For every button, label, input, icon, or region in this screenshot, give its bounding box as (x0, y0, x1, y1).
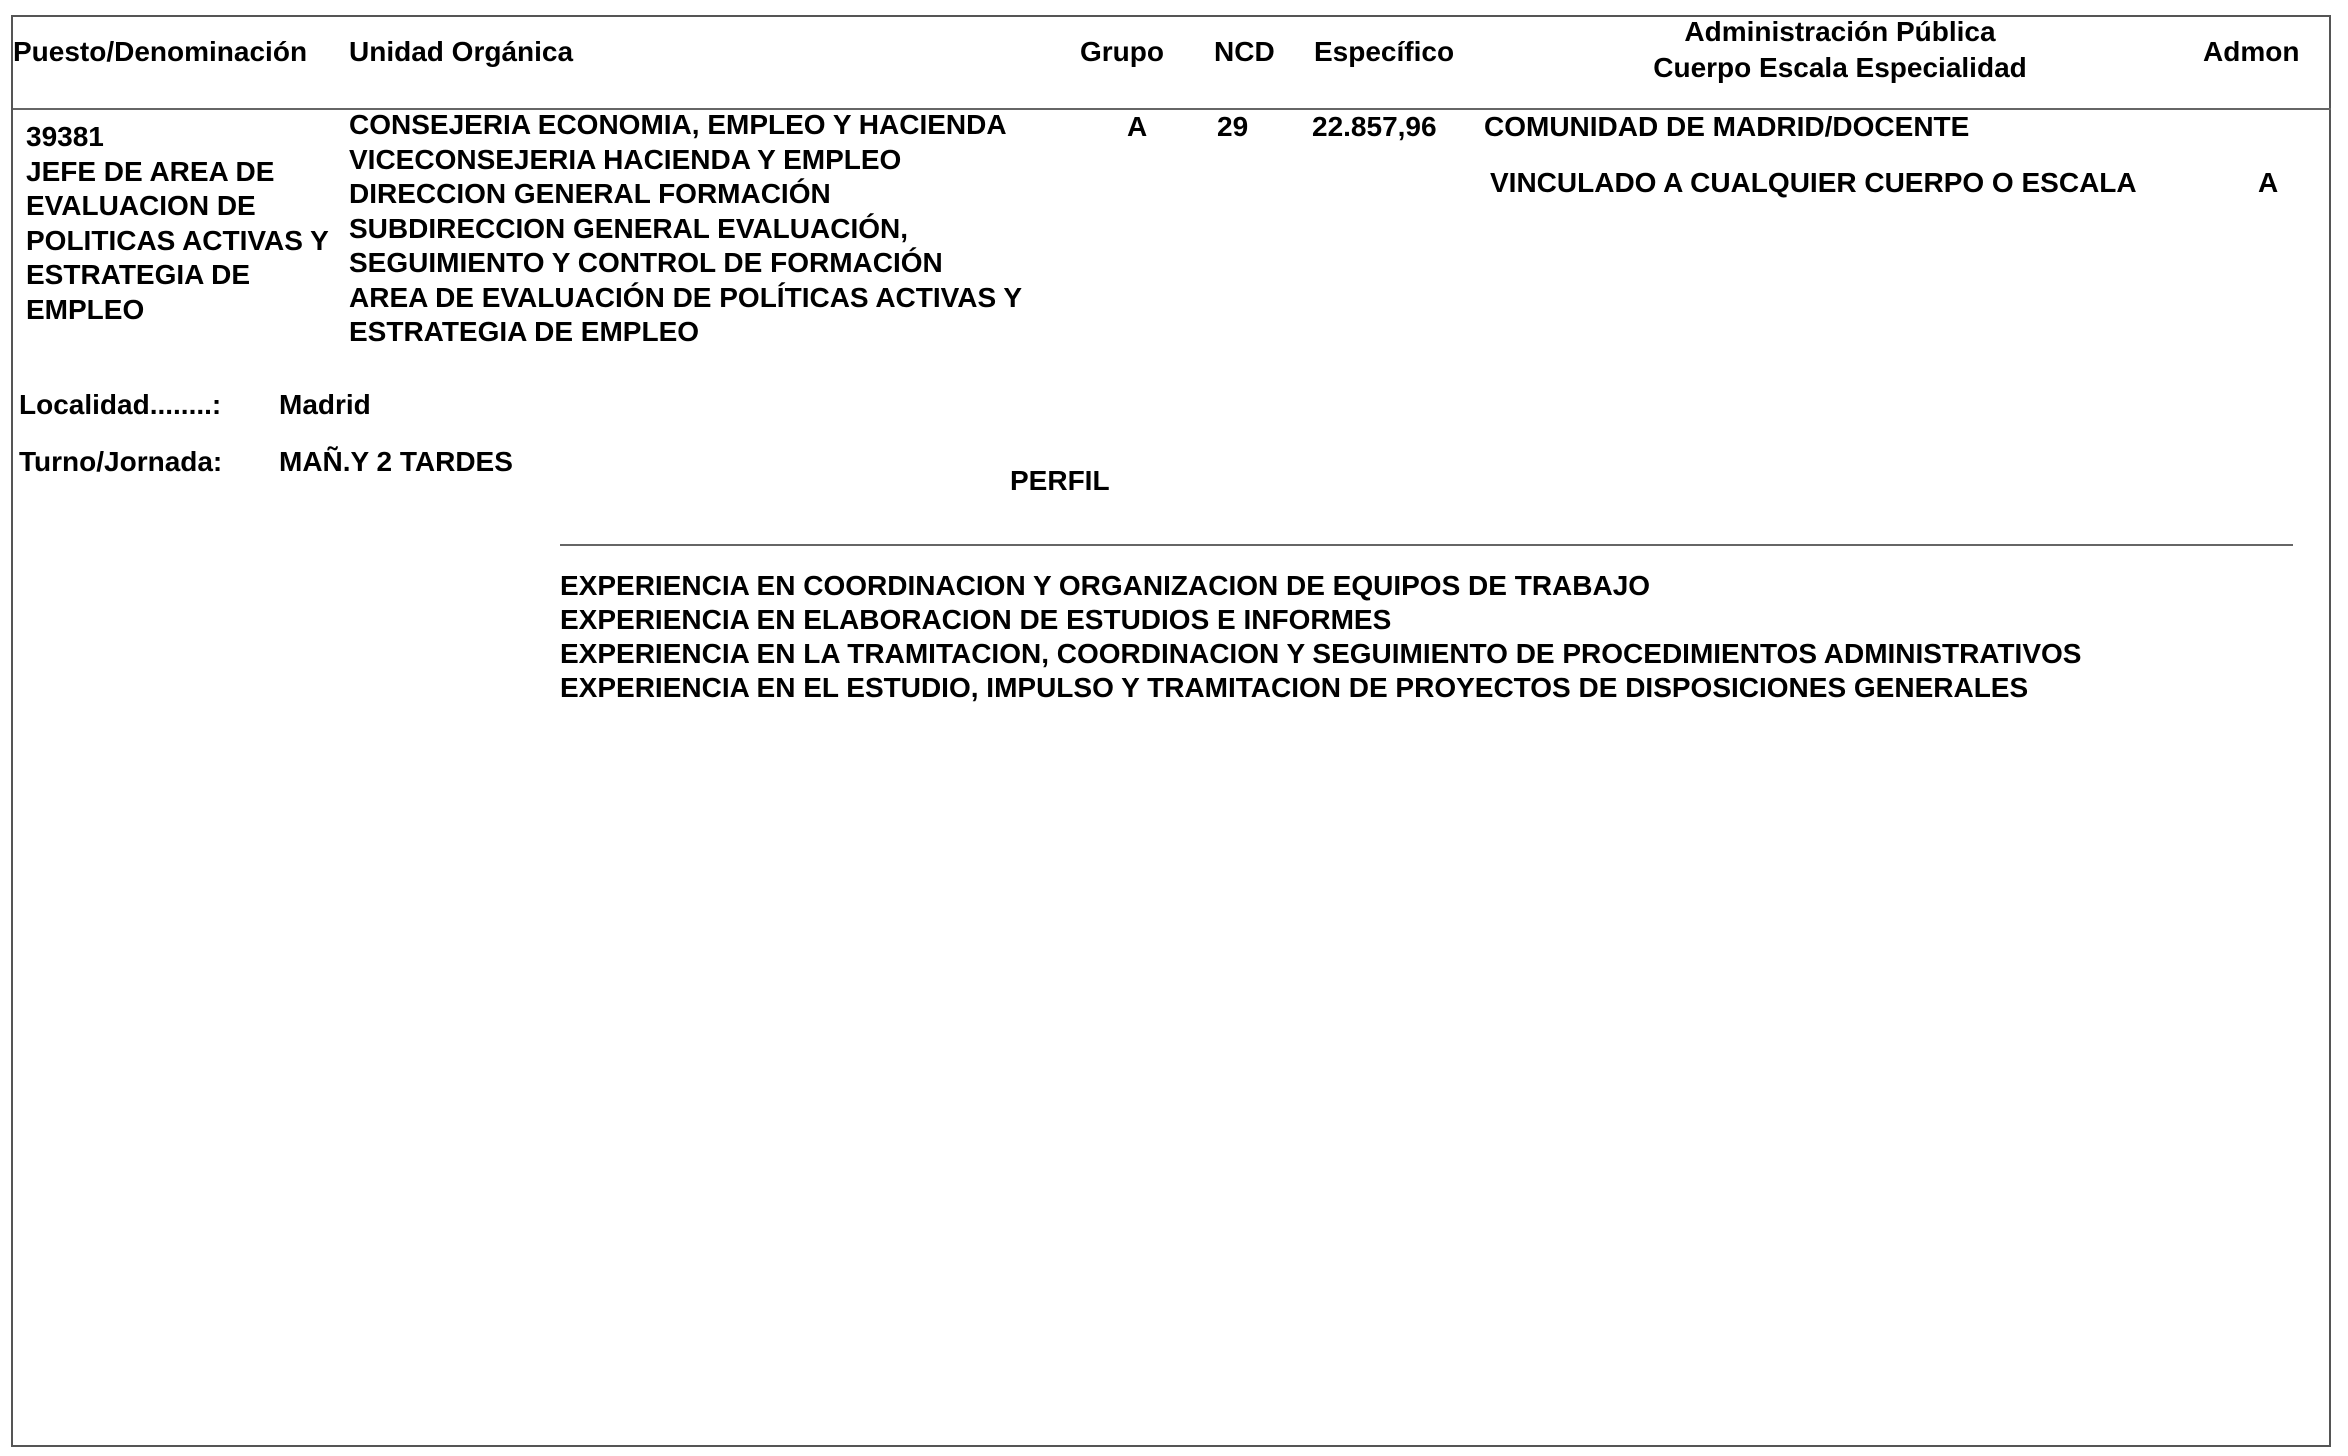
unidad-line: DIRECCION GENERAL FORMACIÓN (349, 178, 831, 209)
denominacion-line: JEFE DE AREA DE (26, 155, 275, 187)
turno-value: MAÑ.Y 2 TARDES (279, 446, 513, 477)
grupo-value: A (1127, 111, 1148, 142)
header-puesto: Puesto/Denominación (13, 36, 308, 67)
perfil-title: PERFIL (1010, 465, 1110, 496)
perfil-item: EXPERIENCIA EN ELABORACION DE ESTUDIOS E INFORMES (560, 604, 1392, 635)
puesto-id: 39381 (26, 121, 104, 152)
perfil-item: EXPERIENCIA EN LA TRAMITACION, COORDINACION Y SEGUIMIENTO DE PROCEDIMIENTOS ADMINISTRATIVOS (560, 638, 2082, 669)
unidad-line: AREA DE EVALUACIÓN DE POLÍTICAS ACTIVAS Y (349, 281, 1023, 313)
unidad-line: ESTRATEGIA DE EMPLEO (349, 316, 700, 347)
header-ncd: NCD (1214, 36, 1275, 67)
header-especifico: Específico (1314, 36, 1455, 67)
perfil-divider (560, 544, 2293, 546)
unidad-line: SEGUIMIENTO Y CONTROL DE FORMACIÓN (349, 247, 943, 278)
localidad-label: Localidad........: (19, 389, 222, 420)
header-admon: Admon (2203, 36, 2300, 67)
denominacion-line: EVALUACION DE (26, 190, 256, 221)
denominacion-line: ESTRATEGIA DE (26, 259, 251, 290)
perfil-item: EXPERIENCIA EN COORDINACION Y ORGANIZACION DE EQUIPOS DE TRABAJO (560, 570, 1651, 601)
especifico-value: 22.857,96 (1312, 111, 1437, 142)
ncd-value: 29 (1217, 111, 1249, 142)
localidad-value: Madrid (279, 389, 371, 420)
unidad-line: CONSEJERIA ECONOMIA, EMPLEO Y HACIENDA (349, 109, 1007, 140)
denominacion-line: EMPLEO (26, 293, 145, 325)
denominacion-line: POLITICAS ACTIVAS Y (26, 224, 329, 256)
header-unidad: Unidad Orgánica (349, 36, 574, 67)
administracion-value: COMUNIDAD DE MADRID/DOCENTE (1484, 111, 1970, 142)
cuerpo-escala-value: VINCULADO A CUALQUIER CUERPO O ESCALA (1490, 167, 2137, 198)
header-grupo: Grupo (1080, 36, 1164, 67)
header-administracion-line1: Administración Pública (1684, 16, 1996, 47)
perfil-list (560, 569, 2081, 705)
unidad-line: SUBDIRECCION GENERAL EVALUACIÓN, (349, 212, 909, 244)
unidad-organica-block (349, 108, 1022, 350)
turno-label: Turno/Jornada: (19, 446, 223, 477)
puesto-block (26, 120, 329, 327)
header-administracion-line2: Cuerpo Escala Especialidad (1653, 52, 2027, 83)
unidad-line: VICECONSEJERIA HACIENDA Y EMPLEO (349, 143, 902, 175)
admon-value: A (2258, 167, 2279, 198)
perfil-item: EXPERIENCIA EN EL ESTUDIO, IMPULSO Y TRAMITACION DE PROYECTOS DE DISPOSICIONES GENERALES (560, 672, 2029, 703)
